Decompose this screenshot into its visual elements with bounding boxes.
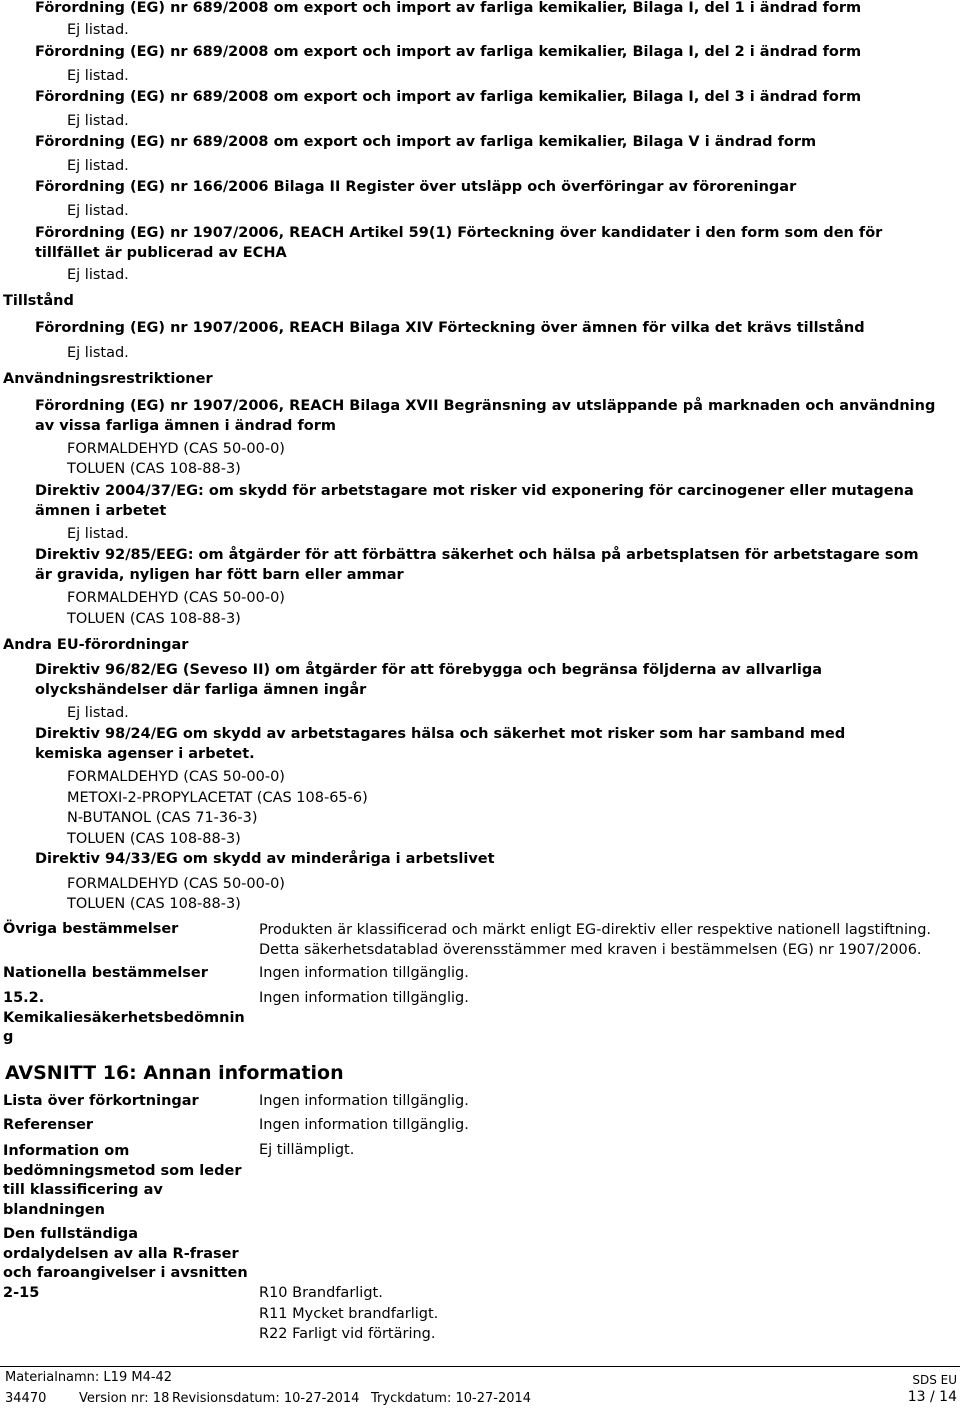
lista-label: Lista över förkortningar: [3, 1093, 199, 1109]
substance-item: TOLUEN (CAS 108-88-3): [67, 831, 241, 847]
lista-value: Ingen information tillgänglig.: [259, 1093, 469, 1109]
regulation-title: Förordning (EG) nr 1907/2006, REACH Artikel 59(1) Förteckning över kandidater i den form som den för tillfället är publicerad av ECHA: [35, 225, 883, 261]
kemsak-label-end: g: [3, 1029, 14, 1045]
r-phrase: R11 Mycket brandfarligt.: [259, 1306, 439, 1322]
substance-item: N-BUTANOL (CAS 71-36-3): [67, 810, 258, 826]
regulation-title: Förordning (EG) nr 689/2008 om export och import av farliga kemikalier, Bilaga V i ändrad form: [35, 134, 817, 150]
dir98-title: Direktiv 98/24/EG om skydd av arbetstagares hälsa och säkerhet mot risker som har samband med kemiska agenser i arbetet.: [35, 726, 846, 762]
footer-divider: [0, 1366, 960, 1367]
kemsak-label: Kemikaliesäkerhetsbedömnin: [3, 1010, 245, 1026]
substance-item: TOLUEN (CAS 108-88-3): [67, 896, 241, 912]
info-label: Information om bedömningsmetod som leder till klassificering av blandningen: [3, 1143, 242, 1218]
nationella-label: Nationella bestämmelser: [3, 965, 208, 981]
regulation-value: Ej listad.: [67, 68, 129, 84]
footer-version: Version nr: 18: [79, 1391, 170, 1406]
r-phrase: R10 Brandfarligt.: [259, 1285, 383, 1301]
substance-item: FORMALDEHYD (CAS 50-00-0): [67, 441, 285, 457]
referenser-value: Ingen information tillgänglig.: [259, 1117, 469, 1133]
dir94-title: Direktiv 94/33/EG om skydd av minderåriga i arbetslivet: [35, 851, 495, 867]
dir96-title: Direktiv 96/82/EG (Seveso II) om åtgärder för att förebygga och begränsa följderna av allvarliga olyckshändelser där farliga ämnen ingår: [35, 662, 823, 698]
regulation-title: Förordning (EG) nr 689/2008 om export och import av farliga kemikalier, Bilaga I, del 3 i ändrad form: [35, 89, 862, 105]
tillstand-heading: Tillstånd: [3, 293, 74, 309]
dir92-title: Direktiv 92/85/EEG: om åtgärder för att förbättra säkerhet och hälsa på arbetsplatsen för arbetstagare som är gravida, nyligen har fött barn eller ammar: [35, 547, 919, 583]
dir2004-value: Ej listad.: [67, 526, 129, 542]
substance-item: METOXI-2-PROPYLACETAT (CAS 108-65-6): [67, 790, 368, 806]
andra-heading: Andra EU-förordningar: [3, 637, 189, 653]
anvandning-heading: Användningsrestriktioner: [3, 371, 213, 387]
footer-print: Tryckdatum: 10-27-2014: [371, 1391, 532, 1406]
dir96-value: Ej listad.: [67, 705, 129, 721]
footer-material: Materialnamn: L19 M4-42: [5, 1370, 173, 1385]
substance-item: TOLUEN (CAS 108-88-3): [67, 461, 241, 477]
tillstand-value: Ej listad.: [67, 345, 129, 361]
section16-heading: AVSNITT 16: Annan information: [5, 1062, 344, 1084]
info-value: Ej tillämpligt.: [259, 1142, 355, 1158]
regulation-title: Förordning (EG) nr 166/2006 Bilaga II Register över utsläpp och överföringar av föroreningar: [35, 179, 797, 195]
regulation-value: Ej listad.: [67, 158, 129, 174]
dir2004-title: Direktiv 2004/37/EG: om skydd för arbetstagare mot risker vid exponering för carcinogener eller mutagena ämnen i arbetet: [35, 483, 914, 519]
footer-id: 34470: [5, 1391, 47, 1406]
reach-xvii-title: Förordning (EG) nr 1907/2006, REACH Bilaga XVII Begränsning av utsläppande på marknaden och användning av vissa farliga ämnen i ändrad form: [35, 398, 936, 434]
regulation-value: Ej listad.: [67, 267, 129, 283]
substance-item: FORMALDEHYD (CAS 50-00-0): [67, 769, 285, 785]
footer-sds: SDS EU: [912, 1373, 957, 1387]
regulation-title: Förordning (EG) nr 689/2008 om export och import av farliga kemikalier, Bilaga I, del 1 i ändrad form: [35, 0, 862, 16]
ovriga-value: Produkten är klassificerad och märkt enligt EG-direktiv eller respektive nationell lagstiftning. Detta säkerhetsdatablad överensstämmer med kraven i bestämmelsen (EG) nr 1907/2006.: [259, 922, 932, 958]
regulation-value: Ej listad.: [67, 22, 129, 38]
substance-item: TOLUEN (CAS 108-88-3): [67, 611, 241, 627]
kemsak-value: Ingen information tillgänglig.: [259, 990, 469, 1006]
full-text-label: Den fullständiga ordalydelsen av alla R-fraser och faroangivelser i avsnitten 2-15: [3, 1226, 248, 1301]
kemsak-label-num: 15.2.: [3, 990, 45, 1006]
ovriga-label: Övriga bestämmelser: [3, 921, 179, 937]
nationella-value: Ingen information tillgänglig.: [259, 965, 469, 981]
referenser-label: Referenser: [3, 1117, 94, 1133]
substance-item: FORMALDEHYD (CAS 50-00-0): [67, 876, 285, 892]
footer-revision: Revisionsdatum: 10-27-2014: [172, 1391, 360, 1406]
tillstand-title: Förordning (EG) nr 1907/2006, REACH Bilaga XIV Förteckning över ämnen för vilka det krävs tillstånd: [35, 320, 865, 336]
regulation-value: Ej listad.: [67, 203, 129, 219]
footer-page-number: 13 / 14: [907, 1389, 957, 1405]
regulation-value: Ej listad.: [67, 113, 129, 129]
regulation-title: Förordning (EG) nr 689/2008 om export och import av farliga kemikalier, Bilaga I, del 2 i ändrad form: [35, 44, 862, 60]
r-phrase: R22 Farligt vid förtäring.: [259, 1326, 436, 1342]
substance-item: FORMALDEHYD (CAS 50-00-0): [67, 590, 285, 606]
